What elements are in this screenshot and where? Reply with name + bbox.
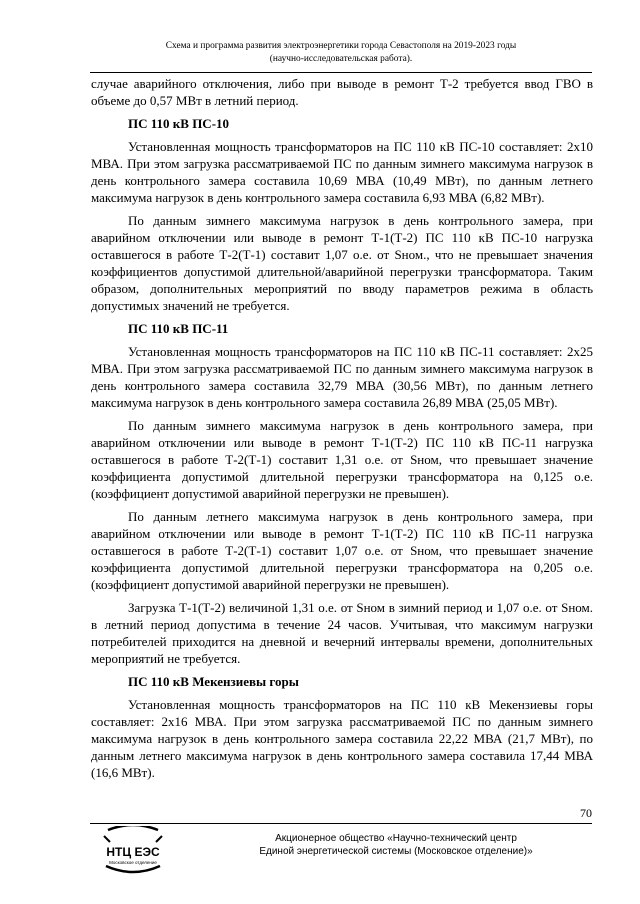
svg-text:НТЦ ЕЭС: НТЦ ЕЭС: [106, 845, 160, 859]
footer-line-2: Единой энергетической системы (Московское отделение)»: [259, 846, 533, 857]
section-heading-ps11: ПС 110 кВ ПС-11: [128, 321, 229, 336]
svg-text:Московское отделение: Московское отделение: [109, 860, 157, 865]
paragraph-ps11-conclusion: Загрузка Т-1(Т-2) величиной 1,31 о.е. от Sном в зимний период и 1,07 о.е. от Sном. в летний период допустима в течение 24 часов. Учитывая, что максимум нагрузки потребителей приходится на дневной и вечерний интервалы времени, дополнительных мероприятий не требуется.: [91, 600, 593, 666]
page-footer: [200, 832, 592, 858]
paragraph-ps10-winter: По данным зимнего максимума нагрузок в день контрольного замера, при аварийном отключении или выводе в ремонт Т-1(Т-2) ПС 110 кВ ПС-10 нагрузка оставшегося в работе Т-2(Т-1) составит 1,07 о.е. от Sном., что не превышает значения коэффициентов допустимой длительной/аварийной перегрузки трансформатора. Таким образом, дополнительных мероприятий по вводу параметров режима в область допустимых значений не требуется.: [91, 213, 593, 313]
paragraph-ps11-winter: По данным зимнего максимума нагрузок в день контрольного замера, при аварийном отключении или выводе в ремонт Т-1(Т-2) ПС 110 кВ ПС-11 нагрузка оставшегося в работе Т-2(Т-1) составит 1,31 о.е. от Sном, что превышает значение коэффициента допустимой длительной перегрузки трансформатора на 0,125 о.е. (коэффициент допустимой аварийной перегрузки не превышен).: [91, 418, 593, 501]
footer-divider: [90, 823, 592, 824]
paragraph-ps10-capacity: Установленная мощность трансформаторов на ПС 110 кВ ПС-10 составляет: 2х10 МВА. При этом загрузка рассматриваемой ПС по данным зимнего максимума нагрузок в день контрольного замера составила 10,69 МВА (10,49 МВт), по данным летнего максимума нагрузок в день контрольного замера составила 6,93 МВА (6,82 МВт).: [91, 139, 593, 205]
document-body: [91, 75, 593, 787]
ntc-ees-logo: [96, 826, 170, 876]
page-number: 70: [580, 806, 592, 820]
footer-line-1: Акционерное общество «Научно-технический центр: [275, 833, 517, 844]
paragraph-ps11-summer: По данным летнего максимума нагрузок в день контрольного замера, при аварийном отключении или выводе в ремонт Т-1(Т-2) ПС 110 кВ ПС-11 нагрузка оставшегося в работе Т-2(Т-1) составит 1,07 о.е. от Sном, что превышает значение коэффициента допустимой длительной перегрузки трансформатора на 0,205 о.е. (коэффициент допустимой аварийной перегрузки не превышен).: [91, 509, 593, 592]
page-header: [90, 40, 592, 73]
paragraph-ps11-capacity: Установленная мощность трансформаторов на ПС 110 кВ ПС-11 составляет: 2х25 МВА. При этом загрузка рассматриваемой ПС по данным зимнего максимума нагрузок в день контрольного замера составила 32,79 МВА (30,56 МВт), по данным летнего максимума нагрузок в день контрольного замера составила 26,89 МВА (25,05 МВт).: [91, 344, 593, 410]
paragraph-continued: случае аварийного отключения, либо при выводе в ремонт Т-2 требуется ввод ГВО в объеме до 0,57 МВт в летний период.: [91, 76, 593, 108]
header-line-2: (научно-исследовательская работа).: [269, 54, 413, 64]
paragraph-mekenzievy-capacity: Установленная мощность трансформаторов на ПС 110 кВ Мекензиевы горы составляет: 2х16 МВА. При этом загрузка рассматриваемой ПС по данным зимнего максимума нагрузок в день контрольного замера составила 22,22 МВА (21,7 МВт), по данным летнего максимума нагрузок в день контрольного замера составила 17,44 МВА (16,6 МВт).: [91, 697, 593, 780]
section-heading-ps10: ПС 110 кВ ПС-10: [128, 116, 230, 131]
header-line-1: Схема и программа развития электроэнергетики города Севастополя на 2019-2023 годы: [165, 41, 517, 51]
section-heading-mekenzievy: ПС 110 кВ Мекензиевы горы: [128, 674, 299, 689]
